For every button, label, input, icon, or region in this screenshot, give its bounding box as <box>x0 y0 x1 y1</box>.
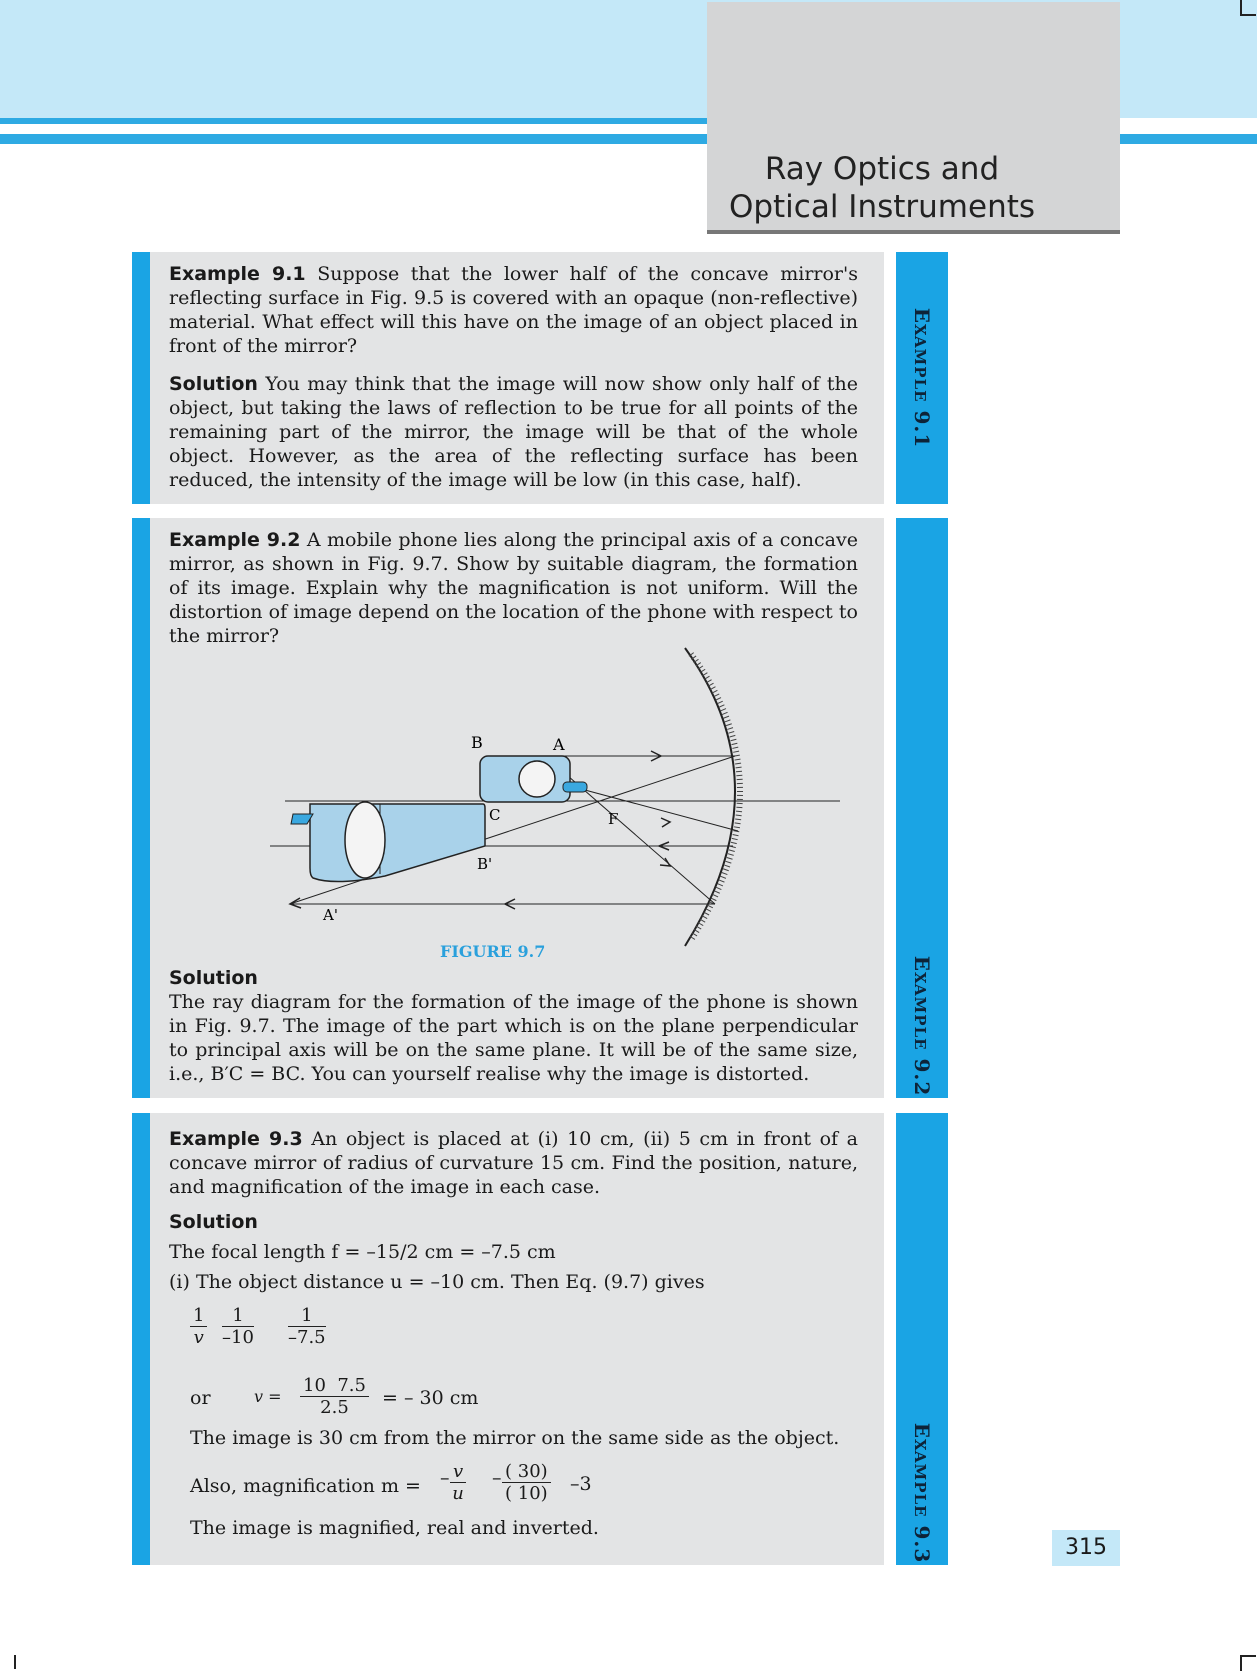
side-label-part: XAMPLE <box>911 323 929 403</box>
fraction-v-value <box>300 1375 369 1418</box>
solution-heading-text: Solution <box>169 1211 258 1233</box>
example-9-2-box <box>132 518 884 1098</box>
example-9-2-question <box>169 528 858 648</box>
chapter-title-line: Optical Instruments <box>728 189 1036 225</box>
arrow-icon <box>661 818 670 827</box>
concave-mirror <box>685 648 735 946</box>
denominator: ( 10) <box>505 1483 548 1504</box>
question-text: Suppose that the lower half of the concave mirror's reflecting surface in Fig. 9.5 is covered with an opaque (non-reflective) material. What effect will this have on the image of an object placed in front of the mirror? <box>169 263 858 357</box>
example-heading: Example 9.2 <box>169 529 301 551</box>
phone-image-button <box>345 802 385 878</box>
side-label-part: E <box>910 307 934 324</box>
crop-mark <box>0 1655 16 1669</box>
solution-text: You may think that the image will now show only half of the object, but taking the laws of reflection to be true for all points of the remaining part of the mirror, the image will be that of the whole object. However, as the area of the reflecting surface has been reduced, the intensity of the image will be low (in this case, half). <box>169 373 858 491</box>
example-9-1-solution <box>169 372 858 492</box>
side-label-part: E <box>910 1422 934 1439</box>
image-position-line: The image is 30 cm from the mirror on the same side as the object. <box>190 1427 840 1449</box>
v-result: = – 30 cm <box>382 1387 479 1409</box>
phone-image <box>310 804 485 882</box>
example-9-3-side-tab <box>896 1113 948 1565</box>
example-9-1-side-tab <box>896 252 948 504</box>
question-text: An object is placed at (i) 10 cm, (ii) 5 cm in front of a concave mirror of radius of curvature 15 cm. Find the position, nature, and magnification of the image in each case. <box>169 1128 858 1198</box>
arrow-icon <box>290 898 301 908</box>
side-label-number: 9.2 <box>910 1058 934 1097</box>
denominator: –10 <box>222 1327 254 1348</box>
example-9-2-solution <box>169 966 858 1086</box>
label-a: A <box>553 735 565 754</box>
denominator: u <box>452 1483 464 1504</box>
example-9-2-side-tab <box>896 518 948 1098</box>
question-text: A mobile phone lies along the principal axis of a concave mirror, as shown in Fig. 9.7. Show by suitable diagram, the formation of its image. Explain why the magnification is not uniform. Will the distortion of image depend on the location of the phone with respect to the mirror? <box>169 529 858 647</box>
denominator: v <box>193 1327 204 1348</box>
label-b-prime: B' <box>477 855 493 873</box>
magnification-prefix: Also, magnification m = <box>190 1475 421 1497</box>
fraction-30-over-10 <box>502 1461 551 1504</box>
conclusion-line: The image is magnified, real and inverted. <box>190 1517 599 1539</box>
chapter-title-panel <box>707 2 1120 234</box>
label-a-prime: A' <box>323 906 338 924</box>
example-heading: Example 9.1 <box>169 263 306 285</box>
fraction-v-over-u <box>450 1461 466 1504</box>
side-label-part: XAMPLE <box>911 1438 929 1518</box>
numerator: 1 <box>222 1305 254 1327</box>
solution-heading: Solution <box>169 373 258 395</box>
chapter-title-line: Ray Optics and <box>764 151 1000 187</box>
crop-mark <box>1240 0 1256 16</box>
numerator: ( 30) <box>502 1461 551 1483</box>
side-label-number: 9.3 <box>910 1525 934 1564</box>
chapter-title <box>702 150 1062 226</box>
example-heading: Example 9.3 <box>169 1128 303 1150</box>
phone-object-button <box>519 761 555 797</box>
minus-sign: – <box>440 1467 450 1489</box>
side-label <box>910 1423 934 1564</box>
mirror-hatching <box>691 654 740 940</box>
numerator: v <box>450 1461 466 1483</box>
numerator: 1 <box>190 1305 207 1327</box>
side-label-part: E <box>910 955 934 972</box>
side-label <box>910 956 934 1097</box>
denominator: –7.5 <box>288 1327 326 1348</box>
example-9-1-question <box>169 262 858 358</box>
solution-heading <box>169 1211 258 1233</box>
solution-heading: Solution <box>169 967 258 989</box>
header-stripe <box>0 118 710 124</box>
focal-length-line: The focal length f = –15/2 cm = –7.5 cm <box>169 1241 556 1263</box>
solution-text: The ray diagram for the formation of the image of the phone is shown in Fig. 9.7. The image of the part which is on the plane perpendicular to principal axis will be on the same plane. It will be of the same size, i.e., B′C = BC. You can yourself realise why the image is distorted. <box>169 991 858 1085</box>
side-label-number: 9.1 <box>910 410 934 449</box>
or-label: or <box>190 1387 211 1409</box>
numerator: 10 7.5 <box>300 1375 369 1397</box>
example-9-3-box <box>132 1113 884 1565</box>
example-9-1-box <box>132 252 884 504</box>
object-distance-line: (i) The object distance u = –10 cm. Then Eq. (9.7) gives <box>169 1271 705 1293</box>
page-number: 315 <box>1052 1530 1120 1566</box>
figure-caption: FIGURE 9.7 <box>440 942 546 961</box>
arrow-icon <box>660 858 670 866</box>
example-9-3-question <box>169 1127 858 1199</box>
minus-sign: – <box>492 1467 502 1489</box>
crop-mark <box>1240 1655 1256 1671</box>
label-f: F <box>608 810 619 828</box>
figure-9-7-ray-diagram <box>215 646 895 966</box>
magnification-result: –3 <box>570 1473 592 1495</box>
label-b: B <box>471 733 483 752</box>
side-label <box>910 308 934 449</box>
phone-object-antenna <box>563 782 587 792</box>
fraction-1-over-minus-7-5 <box>288 1305 326 1348</box>
fraction-1-over-minus-10 <box>222 1305 254 1348</box>
label-c: C <box>489 806 501 824</box>
fraction-1-over-v <box>190 1305 207 1348</box>
ray <box>570 786 738 831</box>
v-equals: v = <box>254 1387 282 1406</box>
numerator: 1 <box>288 1305 326 1327</box>
denominator: 2.5 <box>320 1397 349 1418</box>
side-label-part: XAMPLE <box>911 971 929 1051</box>
